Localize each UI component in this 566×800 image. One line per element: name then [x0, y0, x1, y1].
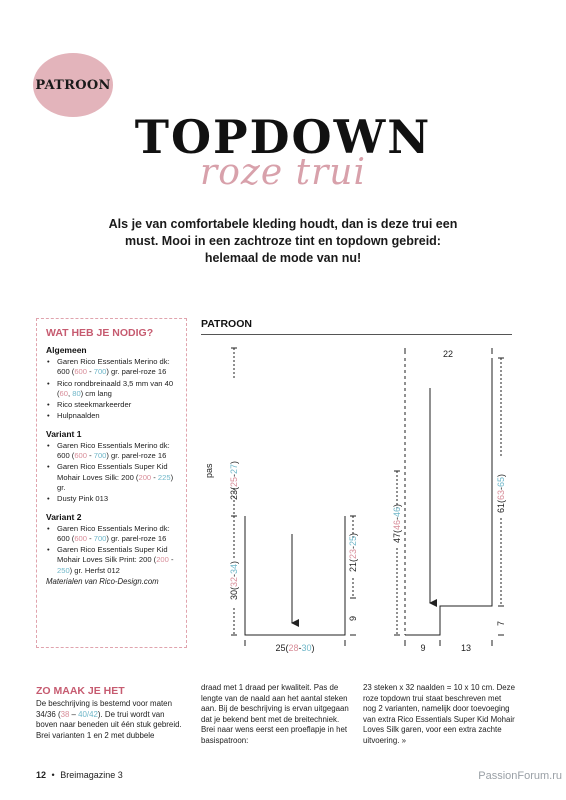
- howto-column-1: De beschrijving is bestemd voor maten 34/36 (38 – 40/42). De trui wordt van boven naar beneden uit één stuk gebreid. Brei varianten 1 en 2 met dubbele: [36, 699, 182, 740]
- page-footer: [36, 770, 123, 780]
- footer-bullet: •: [51, 770, 55, 780]
- list-item: • Garen Rico Essentials Super Kid Mohair Loves Silk: 200 (200 - 225) gr.: [46, 462, 180, 493]
- body-top-width-label: 22: [442, 349, 454, 359]
- materials-heading: WAT HEB JE NODIG?: [46, 327, 154, 339]
- sleeve-body-height-label: 30(32-34): [229, 560, 239, 600]
- general-list: [46, 357, 180, 422]
- body-outline: [405, 358, 492, 635]
- howto-column-2: draad met 1 draad per kwaliteit. Pas de lengte van de naald aan het aantal steken aan. Bij de beschrijving is ervan uitgegaan dat je bekend bent met de breitechniek. Brei naar wens eerst een proeflapje in het basispatroon:: [201, 683, 349, 745]
- body-right-height-label: 61(63-65): [496, 473, 506, 513]
- list-item: • Dusty Pink 013: [46, 494, 180, 504]
- magazine-name: Breimagazine 3: [60, 770, 123, 780]
- sleeve-width-label: 25(28-30): [275, 643, 315, 653]
- list-item: • Rico rondbreinaald 3,5 mm van 40 (60, 80) cm lang: [46, 379, 180, 400]
- pattern-heading: PATROON: [201, 318, 252, 330]
- sleeve-right-height-label: 21(23-25): [348, 532, 358, 572]
- materials-box: [36, 318, 187, 648]
- howto-heading: ZO MAAK JE HET: [36, 685, 125, 697]
- list-item: • Hulpnaalden: [46, 411, 180, 421]
- body-bottom-left-label: 9: [420, 643, 426, 653]
- pattern-divider: [201, 334, 512, 335]
- watermark: PassionForum.ru: [478, 770, 562, 782]
- pattern-diagram: [195, 338, 515, 658]
- general-heading: Algemeen: [46, 345, 87, 355]
- variant1-heading: Variant 1: [46, 428, 82, 439]
- list-item: • Garen Rico Essentials Merino dk: 600 (600 - 700) gr. parel-roze 16: [46, 441, 180, 462]
- list-item: • Garen Rico Essentials Merino dk: 600 (600 - 700) gr. parel-roze 16: [46, 524, 180, 545]
- body-rib-label: 7: [496, 620, 506, 626]
- sleeve-outline: [245, 516, 345, 635]
- howto-column-3: 23 steken x 32 naalden = 10 x 10 cm. Deze roze topdown trui staat beschreven met nog 2 varianten, namelijk door toevoeging van extra Rico Essentials Super Kid Mohair Loves Silk garen, voor een extra zachte uitvoering. »: [363, 683, 515, 745]
- page-subtitle: roze trui: [200, 152, 366, 193]
- variant2-list: [46, 524, 180, 576]
- section-badge-label: PATROON: [35, 77, 111, 93]
- page-title: TOPDOWN: [134, 110, 432, 164]
- materials-footnote: Materialen van Rico-Design.com: [46, 577, 159, 587]
- sleeve-cuff-label: 9: [348, 615, 358, 621]
- body-bottom-right-label: 13: [460, 643, 472, 653]
- section-badge: [33, 53, 113, 117]
- page-number: 12: [36, 770, 47, 780]
- body-left-height-label: 47(46-46): [392, 503, 402, 543]
- intro-text: Als je van comfortabele kleding houdt, dan is deze trui een must. Mooi in een zachtroze tint en topdown gebreid: helemaal de mode van nu!: [108, 217, 458, 265]
- list-item: • Garen Rico Essentials Merino dk: 600 (600 - 700) gr. parel-roze 16: [46, 357, 180, 378]
- list-item: • Rico steekmarkeerder: [46, 400, 180, 410]
- list-item: • Garen Rico Essentials Super Kid Mohair Loves Silk Print: 200 (200 - 250) gr. Herfst 012: [46, 545, 180, 576]
- sleeve-pas-height-label: 23(25-27): [229, 460, 239, 500]
- variant2-heading: Variant 2: [46, 511, 82, 522]
- pas-label: pas: [204, 463, 214, 478]
- variant1-list: [46, 441, 180, 505]
